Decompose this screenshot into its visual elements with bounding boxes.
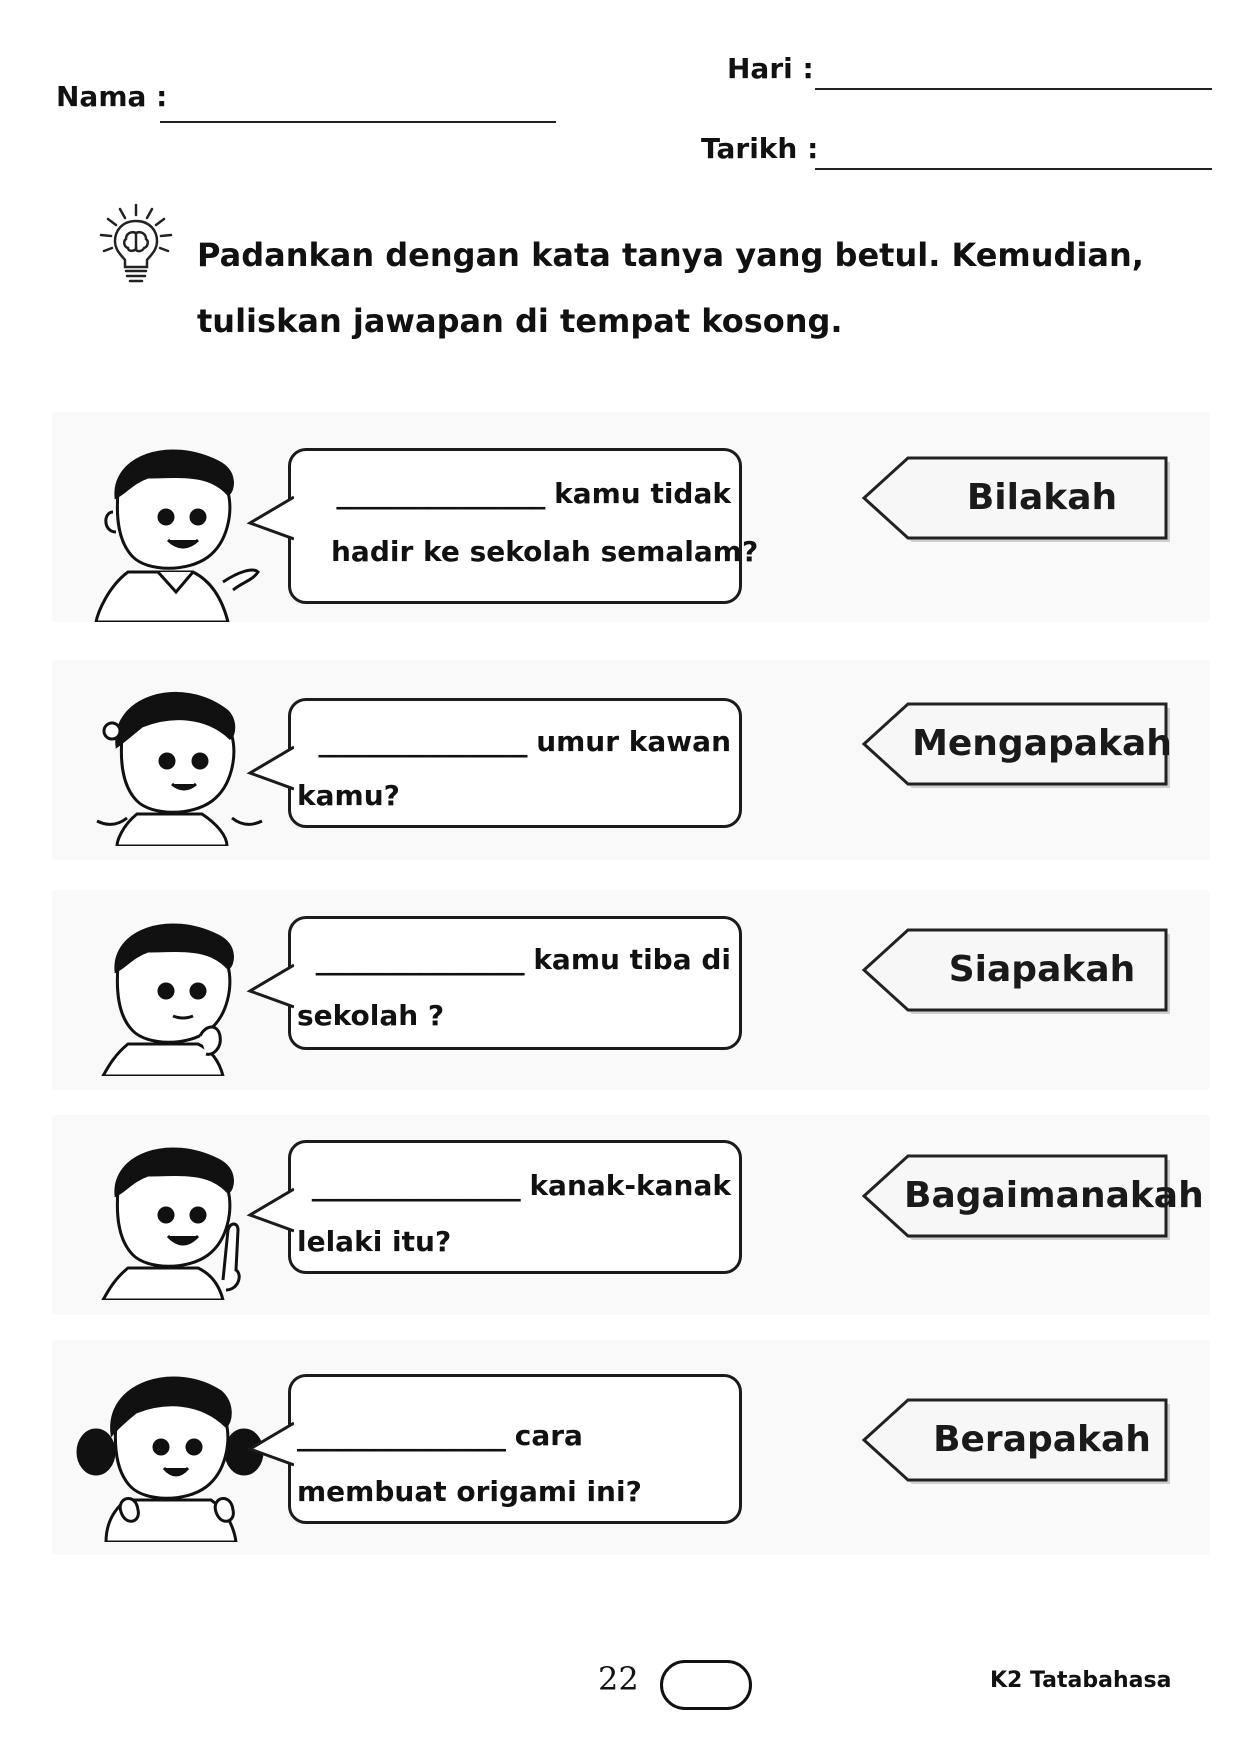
instruction-text: Padankan dengan kata tanya yang betul. Kemudian, tuliskan jawapan di tempat kosong. bbox=[197, 236, 1144, 340]
question-line-2: hadir ke sekolah semalam? bbox=[331, 535, 759, 568]
boy-icon bbox=[88, 906, 263, 1096]
option-tag[interactable] bbox=[860, 1398, 1180, 1488]
option-tag[interactable] bbox=[860, 456, 1180, 546]
day-label: Hari : bbox=[727, 52, 814, 85]
answer-blank[interactable]: ________________ bbox=[318, 725, 527, 758]
name-field[interactable] bbox=[160, 121, 556, 123]
option-label: Bilakah bbox=[966, 477, 1118, 518]
day-field[interactable] bbox=[815, 88, 1212, 90]
page-number-pill bbox=[660, 1660, 752, 1710]
girl-icon bbox=[92, 676, 267, 866]
boy-icon bbox=[88, 1130, 263, 1320]
option-label: Bagaimanakah bbox=[904, 1175, 1204, 1216]
question-line-2: kamu? bbox=[297, 779, 400, 812]
question-line-1: ________________ umur kawan bbox=[318, 725, 731, 758]
subject-label: K2 Tatabahasa bbox=[990, 1668, 1172, 1693]
question-line-2: sekolah ? bbox=[297, 999, 445, 1032]
option-tag[interactable] bbox=[860, 1154, 1204, 1244]
date-label: Tarikh : bbox=[701, 132, 819, 165]
question-line-1: ________________ kanak-kanak bbox=[311, 1169, 731, 1202]
option-tag[interactable] bbox=[860, 928, 1180, 1018]
page-number: 22 bbox=[598, 1660, 639, 1698]
name-label: Nama : bbox=[56, 80, 168, 113]
option-tag[interactable] bbox=[860, 702, 1180, 792]
option-label: Mengapakah bbox=[912, 723, 1172, 764]
answer-blank[interactable]: ________________ bbox=[315, 943, 524, 976]
question-bubble bbox=[288, 916, 742, 1050]
lightbulb-brain-icon bbox=[98, 203, 174, 285]
option-label: Berapakah bbox=[933, 1419, 1151, 1460]
answer-blank[interactable]: ________________ bbox=[311, 1169, 520, 1202]
question-bubble bbox=[288, 1140, 742, 1274]
question-line-1: ________________ kamu tidak bbox=[336, 477, 731, 510]
question-line-1: ________________ kamu tiba di bbox=[315, 943, 731, 976]
answer-blank[interactable]: ________________ bbox=[336, 477, 545, 510]
question-bubble bbox=[288, 448, 759, 604]
date-field[interactable] bbox=[815, 168, 1212, 170]
question-line-1: ________________ cara bbox=[297, 1419, 583, 1452]
option-label: Siapakah bbox=[948, 949, 1136, 990]
girl-icon bbox=[76, 1362, 251, 1552]
question-bubble bbox=[288, 1374, 742, 1524]
question-bubble bbox=[288, 698, 742, 828]
question-line-2: lelaki itu? bbox=[297, 1225, 452, 1258]
answer-blank[interactable]: ________________ bbox=[297, 1419, 505, 1452]
question-line-2: membuat origami ini? bbox=[297, 1475, 642, 1508]
boy-icon bbox=[88, 432, 263, 622]
